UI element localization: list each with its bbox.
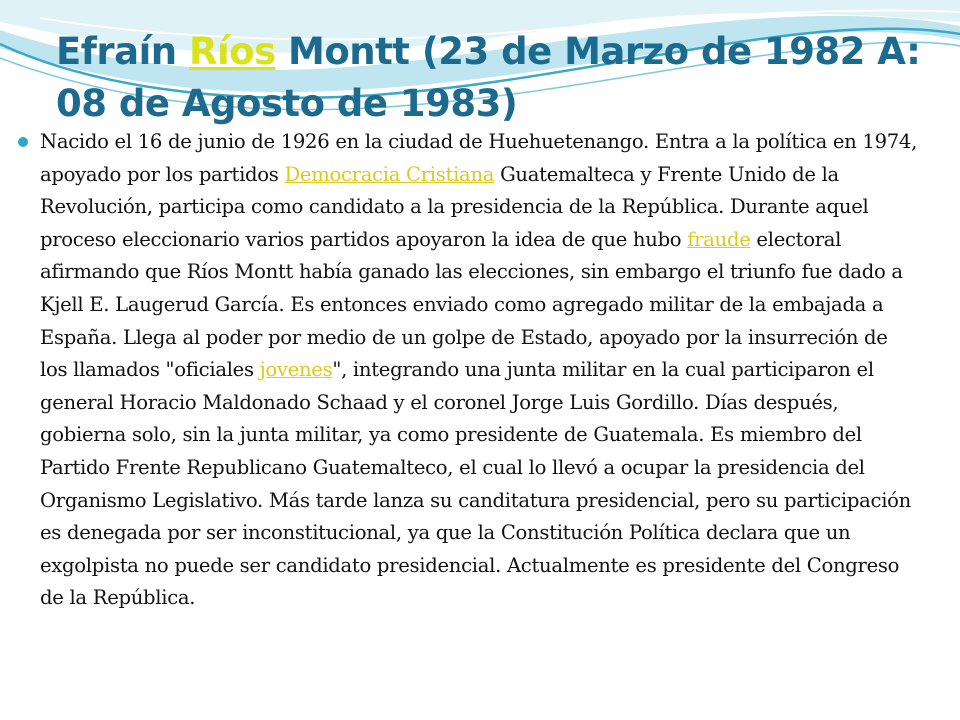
link-jovenes[interactable]: jovenes xyxy=(259,358,333,382)
paragraph-text-4: ", integrando una junta militar en la cual participaron el general Horacio Maldonado Schaad y el coronel Jorge Luis Gordillo. Días después, gobierna solo, sin la junta militar, ya como presidente de Guatemala. Es miembro del Partido Frente Republicano Guatemalteco, el cual lo llevó a ocupar la presidencia del Organismo Legislativo. Más tarde lanza su canditatura presidencial, pero su participación es denegada por ser inconstitucional, ya que la Constitución Política declara que un exgolpista no puede ser candidato presidencial. Actualmente es presidente del Congreso de la República. xyxy=(40,358,911,610)
paragraph-text-3: electoral afirmando que Ríos Montt había ganado las elecciones, sin embargo el triunfo fue dado a Kjell E. Laugerud García. Es entonces enviado como agregado militar de la embajada a España. Llega al poder por medio de un golpe de Estado, apoyado por la insurreción de los llamados "oficiales xyxy=(40,227,903,382)
content-bullet-item xyxy=(40,126,920,615)
link-democracia-cristiana[interactable]: Democracia Cristiana xyxy=(284,162,495,186)
bullet-icon xyxy=(18,137,28,147)
slide-title xyxy=(56,26,936,130)
link-fraude[interactable]: fraude xyxy=(687,227,751,251)
title-text-end: Montt (23 de Marzo de 1982 A: 08 de Agosto de 1983) xyxy=(56,30,921,125)
title-link-rios[interactable]: Ríos xyxy=(189,30,276,73)
title-text-start: Efraín xyxy=(56,30,189,73)
paragraph-text-2: Guatemalteca y Frente Unido de la Revolución, participa como candidato a la presidencia de la República. Durante aquel proceso eleccionario varios partidos apoyaron la idea de que hubo xyxy=(40,162,869,251)
paragraph-text-1: Nacido el 16 de junio de 1926 en la ciudad de Huehuetenango. Entra a la política en 1974, apoyado por los partidos xyxy=(40,130,918,186)
